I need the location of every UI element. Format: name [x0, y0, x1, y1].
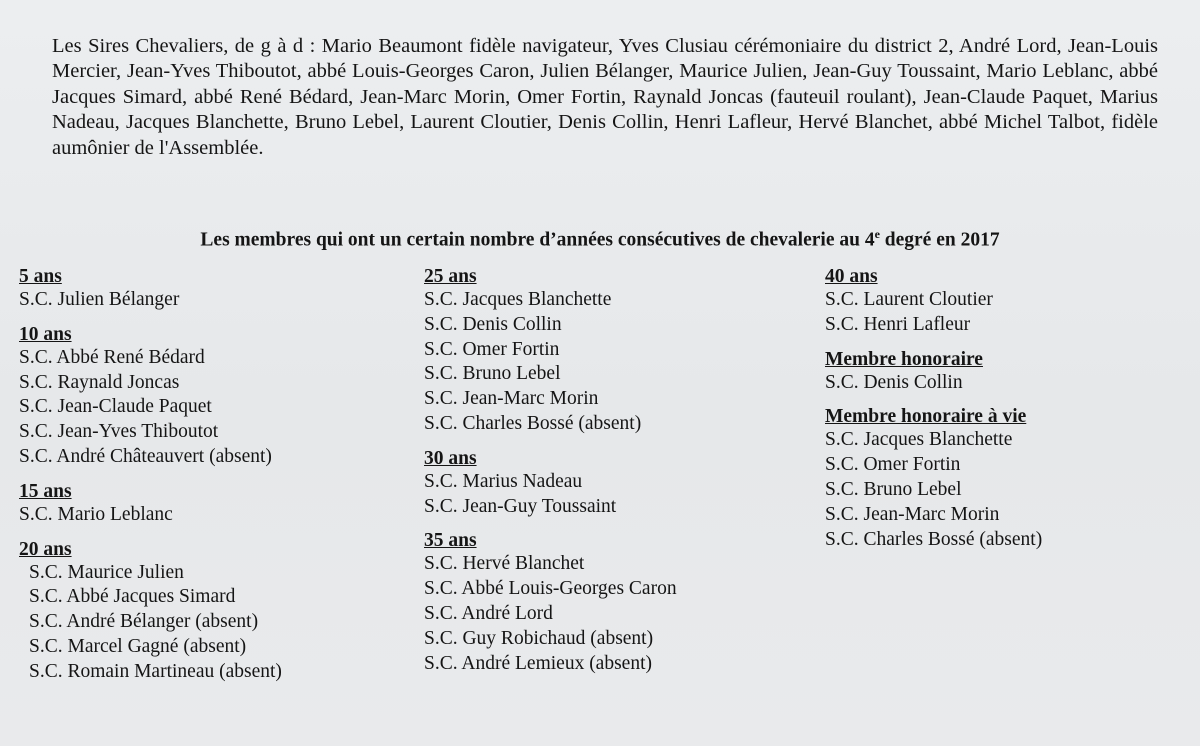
member-group	[19, 539, 282, 685]
heading-text-end: degré en 2017	[879, 229, 1000, 251]
member-name: S.C. Denis Collin	[424, 313, 562, 335]
column-2	[424, 266, 677, 687]
member-name: S.C. Jean-Claude Paquet	[19, 396, 212, 418]
member-name: S.C. Jacques Blanchette	[424, 289, 612, 310]
member-name: S.C. André Châteauvert (absent)	[19, 445, 272, 467]
member-name: S.C. Raynald Joncas	[19, 371, 180, 393]
member-group	[825, 406, 1042, 552]
member-group	[19, 266, 282, 313]
member-name: S.C. Guy Robichaud (absent)	[424, 627, 654, 649]
photo-caption: Les Sires Chevaliers, de g à d : Mario Beaumont fidèle navigateur, Yves Clusiau cérémoniaire du district 2, André Lord, Jean-Louis Mercier, Jean-Yves Thiboutot, abbé Louis-Georges Caron, Julien Bélanger, Maurice Julien, Jean-Guy Toussaint, Mario Leblanc, abbé Jacques Simard, abbé René Bédard, Jean-Marc Morin, Omer Fortin, Raynald Joncas (fauteuil roulant), Jean-Claude Paquet, Marius Nadeau, Jacques Blanchette, Bruno Lebel, Laurent Cloutier, Denis Collin, Henri Lafleur, Hervé Blanchet, abbé Michel Talbot, fidèle aumônier de l'Assemblée.	[52, 35, 1158, 159]
member-name: S.C. Mario Leblanc	[19, 503, 173, 525]
member-name: S.C. Marius Nadeau	[424, 470, 583, 492]
member-name: S.C. Henri Lafleur	[825, 313, 971, 335]
group-title: Membre honoraire	[825, 348, 983, 370]
heading-superscript: e	[874, 227, 880, 241]
group-title: 35 ans	[424, 530, 477, 552]
member-group	[825, 349, 1042, 396]
member-name: S.C. Julien Bélanger	[19, 289, 180, 310]
member-name: S.C. Abbé René Bédard	[19, 346, 205, 368]
member-name: S.C. André Bélanger (absent)	[29, 611, 259, 633]
member-name: S.C. Denis Collin	[825, 371, 963, 393]
section-heading	[0, 227, 1200, 252]
member-name: S.C. Abbé Jacques Simard	[29, 586, 236, 608]
group-title: 25 ans	[424, 266, 477, 287]
member-name: S.C. André Lord	[424, 602, 553, 624]
member-name: S.C. Laurent Cloutier	[825, 289, 993, 310]
member-name: S.C. Charles Bossé (absent)	[424, 412, 642, 434]
heading-text: Les membres qui ont un certain nombre d’années consécutives de chevalerie au 4	[200, 229, 875, 251]
member-name: S.C. Bruno Lebel	[424, 363, 561, 385]
column-1	[19, 266, 282, 696]
member-name: S.C. Marcel Gagné (absent)	[29, 635, 247, 657]
member-name: S.C. Maurice Julien	[29, 561, 184, 583]
member-name: S.C. Jean-Yves Thiboutot	[19, 421, 219, 443]
group-title: Membre honoraire à vie	[825, 406, 1027, 428]
member-group	[19, 324, 282, 470]
member-name: S.C. Jean-Marc Morin	[424, 388, 599, 410]
member-name: S.C. Jacques Blanchette	[825, 429, 1013, 451]
member-group	[424, 530, 677, 676]
member-name: S.C. Charles Bossé (absent)	[825, 528, 1043, 550]
member-group	[424, 266, 677, 437]
column-3	[825, 266, 1042, 563]
member-group	[424, 448, 677, 520]
group-title: 30 ans	[424, 447, 477, 469]
group-title: 40 ans	[825, 266, 878, 287]
group-title: 10 ans	[19, 323, 72, 345]
member-name: S.C. Hervé Blanchet	[424, 553, 585, 575]
group-title: 20 ans	[19, 538, 72, 560]
group-title: 5 ans	[19, 266, 62, 287]
member-name: S.C. Romain Martineau (absent)	[29, 660, 282, 682]
group-title: 15 ans	[19, 480, 72, 502]
member-name: S.C. Jean-Marc Morin	[825, 503, 1000, 525]
member-name: S.C. Jean-Guy Toussaint	[424, 495, 617, 517]
member-name: S.C. Omer Fortin	[825, 454, 961, 476]
member-name: S.C. Abbé Louis-Georges Caron	[424, 578, 677, 600]
member-group	[825, 266, 1042, 338]
member-name: S.C. André Lemieux (absent)	[424, 652, 652, 674]
member-name: S.C. Omer Fortin	[424, 338, 560, 360]
member-group	[19, 481, 282, 528]
member-name: S.C. Bruno Lebel	[825, 478, 962, 500]
